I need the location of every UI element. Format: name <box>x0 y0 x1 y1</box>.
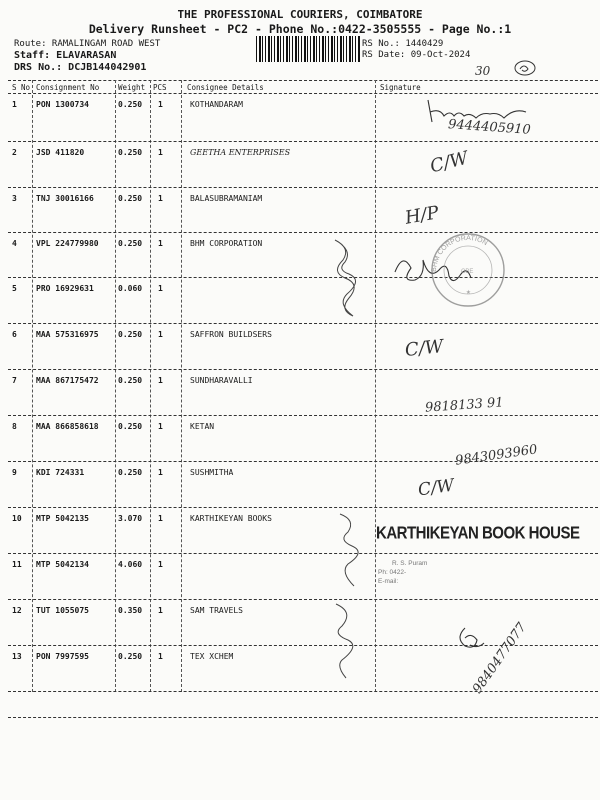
row-sno: 11 <box>12 560 22 569</box>
row-sno: 1 <box>12 100 17 109</box>
bhm-stamp-text: BHM CORPORATION <box>430 234 489 273</box>
karthikeyan-stamp-line3: Ph: 0422- <box>378 569 407 576</box>
row-consignment: PON 7997595 <box>36 652 89 661</box>
row-pcs: 1 <box>158 376 163 385</box>
row-consignment: PRO 16929631 <box>36 284 94 293</box>
svg-text:BHM CORPORATION <box>431 235 489 272</box>
phone-12: 9840477077 <box>470 620 530 697</box>
hp-mark-3: H/P <box>403 202 441 229</box>
row-consignment: MTP 5042135 <box>36 514 89 523</box>
drs-number: DRS No.: DCJB144042901 <box>14 62 147 73</box>
row-consignee: BALASUBRAMANIAM <box>190 194 263 203</box>
row-consignee: KOTHANDARAM <box>190 100 243 109</box>
row-weight: 0.250 <box>118 376 143 385</box>
row-consignment: TUT 1055075 <box>36 606 89 615</box>
row-consignee: BHM CORPORATION <box>190 239 263 248</box>
staff-label: Staff: ELAVARASAN <box>14 50 117 61</box>
row-consignment: MTP 5042134 <box>36 560 89 569</box>
row-pcs: 1 <box>158 606 163 615</box>
row-weight: 4.060 <box>118 560 143 569</box>
row-weight: 0.060 <box>118 284 143 293</box>
bhm-stamp-city: CBE <box>461 269 474 275</box>
col-header-consignee: Consignee Details <box>187 83 264 92</box>
row-pcs: 1 <box>158 514 163 523</box>
phone-1: 9444405910 <box>447 117 532 138</box>
route-label: Route: RAMALINGAM ROAD WEST <box>14 39 161 49</box>
karthikeyan-stamp-line2: R. S. Puram <box>392 560 428 567</box>
civ-mark-2: C/W <box>428 147 471 178</box>
row-consignment: KDI 724331 <box>36 468 85 477</box>
row-pcs: 1 <box>158 560 163 569</box>
handwritten-count: 30 <box>475 64 491 78</box>
col-header-signature: Signature <box>380 83 421 92</box>
row-consignee: KARTHIKEYAN BOOKS <box>190 514 272 523</box>
row-consignment: MAA 575316975 <box>36 330 99 339</box>
row-sno: 10 <box>12 514 22 523</box>
row-consignment: MAA 866858618 <box>36 422 99 431</box>
row-weight: 0.250 <box>118 330 143 339</box>
row-sno: 7 <box>12 376 17 385</box>
row-sno: 13 <box>12 652 22 661</box>
row-pcs: 1 <box>158 330 163 339</box>
company-title: THE PROFESSIONAL COURIERS, COIMBATORE <box>177 8 423 21</box>
rs-number: RS No.: 1440429 <box>362 39 444 49</box>
row-consignee: GEETHA ENTERPRISES <box>190 148 291 157</box>
row-pcs: 1 <box>158 148 163 157</box>
row-consignment: JSD 411820 <box>36 148 85 157</box>
row-weight: 0.250 <box>118 652 143 661</box>
phone-8: 9843093960 <box>454 442 539 469</box>
row-sno: 3 <box>12 194 17 203</box>
row-pcs: 1 <box>158 422 163 431</box>
row-pcs: 1 <box>158 100 163 109</box>
row-consignee: KETAN <box>190 422 215 431</box>
row-consignee: SUSHMITHA <box>190 468 234 477</box>
row-weight: 0.250 <box>118 100 143 109</box>
row-sno: 2 <box>12 148 17 157</box>
brace-12 <box>336 604 353 678</box>
row-sno: 12 <box>12 606 22 615</box>
row-weight: 0.250 <box>118 239 143 248</box>
bhm-stamp <box>431 234 504 306</box>
row-consignment: MAA 867175472 <box>36 376 99 385</box>
col-header-sno: S No <box>12 83 31 92</box>
civ-mark-9: C/W <box>416 475 456 501</box>
rs-date: RS Date: 09-Oct-2024 <box>362 50 471 60</box>
col-header-consignment: Consignment No <box>36 83 100 92</box>
col-header-weight: Weight <box>118 83 146 92</box>
row-sno: 6 <box>12 330 17 339</box>
brace-10 <box>340 514 358 586</box>
row-consignee: TEX XCHEM <box>190 652 234 661</box>
row-consignee: SUNDHARAVALLI <box>190 376 253 385</box>
row-pcs: 1 <box>158 194 163 203</box>
row-sno: 8 <box>12 422 17 431</box>
row-consignment: TNJ 30016166 <box>36 194 94 203</box>
civ-mark-6: C/W <box>404 336 445 361</box>
row-weight: 0.350 <box>118 606 143 615</box>
row-consignee: SAM TRAVELS <box>190 606 243 615</box>
row-weight: 0.250 <box>118 148 143 157</box>
brace-4 <box>335 240 356 316</box>
svg-text:★: ★ <box>466 287 471 296</box>
row-weight: 3.070 <box>118 514 143 523</box>
karthikeyan-stamp-line4: E-mail: <box>378 578 399 585</box>
row-consignment: PON 1300734 <box>36 100 89 109</box>
col-header-pcs: PCS <box>153 83 167 92</box>
row-pcs: 1 <box>158 239 163 248</box>
row-consignment: VPL 224779980 <box>36 239 99 248</box>
signature-12 <box>460 628 484 647</box>
row-consignee: SAFFRON BUILDSERS <box>190 330 272 339</box>
row-weight: 0.250 <box>118 194 143 203</box>
row-pcs: 1 <box>158 652 163 661</box>
phone-7: 9818133 91 <box>424 395 505 416</box>
row-pcs: 1 <box>158 284 163 293</box>
row-sno: 9 <box>12 468 17 477</box>
karthikeyan-stamp-name: KARTHIKEYAN BOOK HOUSE <box>376 523 580 544</box>
runsheet-title: Delivery Runsheet - PC2 - Phone No.:0422-3505555 - Page No.:1 <box>88 22 512 36</box>
row-pcs: 1 <box>158 468 163 477</box>
row-weight: 0.250 <box>118 468 143 477</box>
row-weight: 0.250 <box>118 422 143 431</box>
row-sno: 4 <box>12 239 17 248</box>
row-sno: 5 <box>12 284 17 293</box>
